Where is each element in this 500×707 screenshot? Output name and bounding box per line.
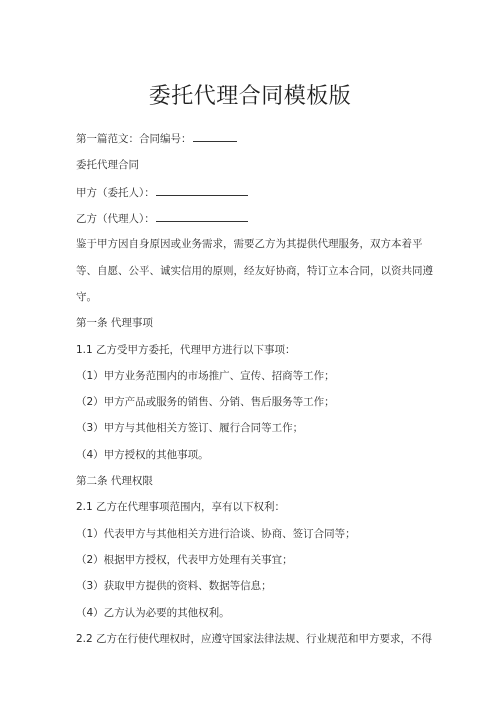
preamble-line-3: 守。 (76, 291, 97, 303)
clause-2-1: 2.1 乙方在代理事项范围内，享有以下权利： (76, 501, 286, 513)
contract-number-blank (193, 130, 237, 142)
party-b-blank (156, 210, 248, 222)
preamble-line-2: 等、自愿、公平、诚实信用的原则，经友好协商，特订立本合同，以资共同遵 (76, 265, 433, 277)
clause-1-1-item-1: （1）甲方业务范围内的市场推广、宣传、招商等工作； (76, 370, 335, 382)
clause-2-1-item-3: （3）获取甲方提供的资料、数据等信息； (76, 580, 272, 592)
party-b-line (76, 210, 248, 227)
clause-2-1-item-4: （4）乙方认为必要的其他权利。 (76, 607, 230, 619)
party-a-label: 甲方（委托人）： (76, 187, 155, 199)
party-a-blank (156, 184, 248, 196)
party-a-line (76, 184, 248, 201)
clause-1-1-item-3: （3）甲方与其他相关方签订、履行合同等工作； (76, 422, 304, 434)
contract-number-label: 第一篇范文：合同编号： (76, 133, 192, 145)
clause-2-2: 2.2 乙方在行使代理权时，应遵守国家法律法规、行业规范和甲方要求，不得 (76, 633, 433, 645)
clause-1-1-item-4: （4）甲方授权的其他事项。 (76, 449, 209, 461)
clause-1-1: 1.1 乙方受甲方委托，代理甲方进行以下事项： (76, 344, 296, 356)
article-2-heading: 第二条 代理权限 (76, 475, 153, 487)
clause-1-1-item-2: （2）甲方产品或服务的销售、分销、售后服务等工作； (76, 396, 335, 408)
clause-2-1-item-1: （1）代表甲方与其他相关方进行洽谈、协商、签订合同等； (76, 528, 356, 540)
contract-heading: 委托代理合同 (76, 159, 139, 171)
preamble-line-1: 鉴于甲方因自身原因或业务需求，需要乙方为其提供代理服务，双方本着平 (76, 238, 423, 250)
contract-number-line (76, 130, 237, 147)
article-1-heading: 第一条 代理事项 (76, 317, 153, 329)
party-b-label: 乙方（代理人）： (76, 213, 155, 225)
document-title: 委托代理合同模板版 (148, 84, 352, 109)
clause-2-1-item-2: （2）根据甲方授权，代表甲方处理有关事宜； (76, 554, 293, 566)
